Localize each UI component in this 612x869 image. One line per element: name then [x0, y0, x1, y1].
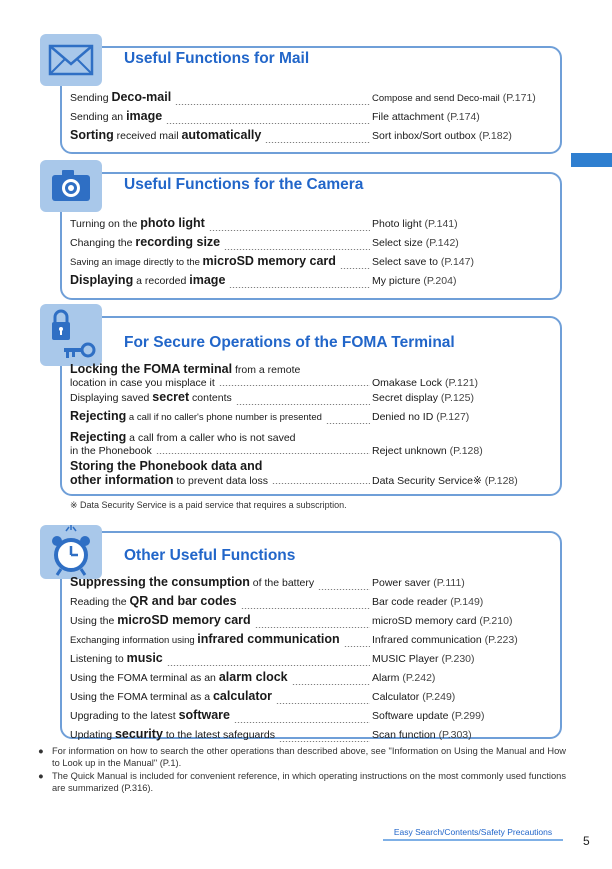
row-text: Sending an — [70, 111, 127, 123]
row-text: Reading the — [70, 596, 130, 608]
page-reference: (P.230) — [441, 653, 475, 665]
row-text: photo light — [140, 216, 205, 230]
function-reference[interactable] — [372, 234, 459, 253]
section-mail — [38, 34, 562, 154]
function-reference[interactable] — [372, 574, 465, 593]
function-row — [70, 130, 552, 149]
function-name: microSD memory card — [372, 615, 477, 627]
leader-dots — [255, 627, 370, 628]
bullet-text: The Quick Manual is included for convenient reference, in which operating instructions on the most commonly used functions are summarized (P.316). — [52, 771, 566, 793]
function-description — [70, 630, 340, 650]
section-other — [38, 519, 562, 739]
row-text: Saving an image directly to the — [70, 257, 203, 268]
page-reference: (P.141) — [424, 218, 458, 230]
function-row — [70, 430, 552, 460]
function-reference[interactable] — [372, 726, 472, 745]
description-line — [70, 88, 171, 108]
leader-dots — [292, 684, 370, 685]
row-text: contents — [189, 392, 232, 404]
function-description — [70, 460, 268, 488]
footer-link[interactable]: Easy Search/Contents/Safety Precautions — [383, 827, 563, 841]
section-title: For Secure Operations of the FOMA Terminal — [124, 334, 455, 351]
function-name: File attachment — [372, 111, 444, 123]
row-text: Displaying saved — [70, 392, 153, 404]
row-text: Deco-mail — [111, 90, 172, 104]
row-text: to prevent data loss — [173, 475, 269, 487]
leader-dots — [265, 142, 370, 143]
section-title: Useful Functions for Mail — [124, 50, 310, 67]
description-line — [70, 460, 268, 474]
row-text: microSD memory card — [202, 254, 336, 268]
row-text: Locking the FOMA terminal — [70, 362, 233, 376]
function-name: Alarm — [372, 672, 400, 684]
section-title: Other Useful Functions — [124, 547, 296, 564]
leader-dots — [224, 249, 370, 250]
bullet-note — [38, 745, 566, 769]
function-reference[interactable] — [372, 445, 483, 458]
function-description — [70, 88, 171, 108]
description-line — [70, 126, 261, 146]
rows — [70, 92, 552, 149]
function-name: Select size — [372, 237, 423, 249]
row-text: calculator — [212, 689, 273, 703]
function-reference[interactable] — [372, 669, 435, 688]
row-text: Turning on the — [70, 218, 141, 230]
description-line — [70, 252, 336, 272]
page-reference: (P.182) — [478, 130, 512, 142]
leader-dots — [340, 268, 370, 269]
section-camera — [38, 160, 562, 300]
row-text: security — [114, 727, 163, 741]
function-reference[interactable] — [372, 108, 480, 127]
leader-dots — [318, 589, 370, 590]
function-reference[interactable] — [372, 215, 458, 234]
section-secure — [38, 304, 562, 496]
rows — [70, 362, 552, 490]
description-line — [70, 431, 296, 445]
function-description — [70, 214, 205, 234]
description-line — [70, 407, 322, 427]
side-index-tab — [571, 153, 612, 167]
leader-dots — [276, 703, 370, 704]
function-name: MUSIC Player — [372, 653, 439, 665]
description-line — [70, 725, 275, 745]
page-reference: (P.242) — [402, 672, 436, 684]
function-description — [70, 725, 275, 745]
bullet-note — [38, 770, 566, 794]
function-name: Select save to — [372, 256, 438, 268]
page-reference: (P.142) — [425, 237, 459, 249]
description-line — [70, 706, 230, 726]
description-line — [70, 668, 288, 688]
leader-dots — [279, 741, 370, 742]
description-line — [70, 630, 340, 650]
function-reference[interactable] — [372, 127, 512, 146]
row-text: Listening to — [70, 653, 127, 665]
function-description — [70, 233, 220, 253]
function-name: Power saver — [372, 577, 431, 589]
row-text: Suppressing the consumption — [70, 575, 250, 589]
rows — [70, 577, 552, 748]
row-text: location in case you misplace it — [70, 377, 215, 389]
page-reference: (P.111) — [433, 577, 465, 589]
function-name: Bar code reader — [372, 596, 448, 608]
camera-icon — [40, 160, 102, 212]
description-line — [70, 388, 232, 408]
function-name: Software update — [372, 710, 449, 722]
function-name: Secret display — [372, 392, 438, 404]
section-title: Useful Functions for the Camera — [124, 176, 364, 193]
function-description — [70, 706, 230, 726]
leader-dots — [234, 722, 370, 723]
leader-dots — [219, 385, 370, 386]
function-name: Calculator — [372, 691, 420, 703]
description-line — [70, 445, 296, 458]
page-reference: (P.210) — [479, 615, 513, 627]
function-name: Reject unknown — [372, 445, 447, 457]
function-name: Denied no ID — [372, 411, 434, 423]
description-line — [70, 363, 300, 377]
bullet-text: For information on how to search the other operations than described above, see "Information on Using the Manual and How to Look up in the Manual" (P.1). — [52, 746, 566, 768]
function-name: Data Security Service※ — [372, 475, 482, 487]
function-reference[interactable] — [372, 389, 474, 408]
row-text: Using the FOMA terminal as an — [70, 672, 219, 684]
function-description — [70, 407, 322, 427]
row-text: Displaying — [70, 273, 134, 287]
page-number: 5 — [583, 834, 590, 848]
row-text: in the Phonebook — [70, 445, 152, 457]
leader-dots — [175, 104, 370, 105]
function-description — [70, 649, 163, 669]
row-text: received mail — [113, 130, 182, 142]
row-text: Updating — [70, 729, 115, 741]
function-row — [70, 275, 552, 294]
page-reference: (P.249) — [422, 691, 456, 703]
function-description — [70, 271, 225, 291]
row-text: microSD memory card — [117, 613, 251, 627]
row-text: Using the FOMA terminal as a — [70, 691, 213, 703]
function-name: Sort inbox/Sort outbox — [372, 130, 476, 142]
row-text: image — [126, 109, 163, 123]
function-reference[interactable] — [372, 272, 456, 291]
row-text: a call from a caller who is not saved — [126, 432, 296, 444]
row-text: Sending — [70, 92, 112, 104]
function-row — [70, 411, 552, 430]
description-line — [70, 611, 251, 631]
description-line — [70, 573, 314, 593]
rows — [70, 218, 552, 294]
page-reference: (P.121) — [444, 377, 479, 389]
page-reference: (P.204) — [423, 275, 457, 287]
description-line — [70, 474, 268, 488]
leader-dots — [241, 608, 370, 609]
function-reference[interactable] — [372, 650, 475, 669]
bullet-mark: ● — [38, 746, 44, 756]
row-text: other information — [70, 473, 174, 487]
leader-dots — [166, 123, 370, 124]
function-row — [70, 460, 552, 490]
function-name: My picture — [372, 275, 421, 287]
function-name: Compose and send Deco-mail — [372, 93, 500, 104]
description-line — [70, 687, 272, 707]
leader-dots — [272, 483, 370, 484]
leader-dots — [229, 287, 370, 288]
row-text: infrared communication — [197, 632, 340, 646]
page-reference: (P.303) — [438, 729, 472, 741]
page-reference: (P.128) — [484, 475, 518, 487]
function-reference[interactable] — [372, 89, 536, 108]
row-text: automatically — [181, 128, 262, 142]
page-reference: (P.127) — [436, 411, 470, 423]
function-name: Scan function — [372, 729, 436, 741]
row-text: Using the — [70, 615, 118, 627]
page-reference: (P.128) — [449, 445, 483, 457]
row-text: a recorded — [133, 275, 190, 287]
row-text: Exchanging information using — [70, 635, 198, 646]
page-reference: (P.174) — [446, 111, 480, 123]
description-line — [70, 649, 163, 669]
row-text: image — [189, 273, 226, 287]
function-description — [70, 687, 272, 707]
alarm-clock-icon — [40, 525, 102, 579]
function-description — [70, 107, 162, 127]
leader-dots — [209, 230, 370, 231]
description-line — [70, 271, 225, 291]
row-text: to the latest safeguards — [162, 729, 275, 741]
function-description — [70, 252, 336, 272]
row-text: software — [178, 708, 230, 722]
row-text: secret — [152, 390, 190, 404]
function-description — [70, 611, 251, 631]
envelope-icon — [40, 34, 102, 86]
leader-dots — [156, 453, 370, 454]
row-text: of the battery — [249, 577, 315, 589]
data-security-note: ※ Data Security Service is a paid service that requires a subscription. — [70, 500, 347, 510]
page-reference: (P.171) — [502, 92, 536, 104]
lock-and-key-icon — [40, 304, 102, 366]
row-text: music — [126, 651, 163, 665]
function-reference[interactable] — [372, 593, 483, 612]
description-line — [70, 592, 237, 612]
page-reference: (P.125) — [440, 392, 474, 404]
function-reference[interactable] — [372, 408, 469, 427]
row-text: Storing the Phonebook data and — [70, 459, 263, 473]
function-reference[interactable] — [372, 475, 518, 488]
row-text: a call if no caller's phone number is presented — [126, 412, 322, 423]
row-text: from a remote — [232, 364, 301, 376]
function-description — [70, 668, 288, 688]
page-reference: (P.223) — [484, 634, 518, 646]
function-reference[interactable] — [372, 688, 455, 707]
description-line — [70, 214, 205, 234]
bullet-notes — [38, 745, 566, 795]
row-text: Rejecting — [70, 430, 127, 444]
leader-dots — [344, 646, 370, 647]
leader-dots — [167, 665, 370, 666]
row-text: Sorting — [70, 128, 114, 142]
function-name: Omakase Lock — [372, 377, 443, 389]
row-text: Upgrading to the latest — [70, 710, 179, 722]
description-line — [70, 233, 220, 253]
leader-dots — [326, 423, 370, 424]
function-reference[interactable] — [372, 253, 474, 272]
function-name: Photo light — [372, 218, 422, 230]
row-text: QR and bar codes — [129, 594, 237, 608]
function-description — [70, 573, 314, 593]
function-reference[interactable] — [372, 707, 484, 726]
function-name: Infrared communication — [372, 634, 482, 646]
function-reference[interactable] — [372, 631, 518, 650]
page-reference: (P.147) — [440, 256, 474, 268]
row-text: Rejecting — [70, 409, 127, 423]
row-text: Changing the — [70, 237, 136, 249]
row-text: recording size — [135, 235, 221, 249]
bullet-mark: ● — [38, 771, 44, 781]
row-text: alarm clock — [218, 670, 288, 684]
function-description — [70, 388, 232, 408]
page-reference: (P.299) — [451, 710, 485, 722]
description-line — [70, 107, 162, 127]
function-reference[interactable] — [372, 612, 512, 631]
page-reference: (P.149) — [450, 596, 484, 608]
function-description — [70, 126, 261, 146]
leader-dots — [236, 404, 370, 405]
function-description — [70, 592, 237, 612]
